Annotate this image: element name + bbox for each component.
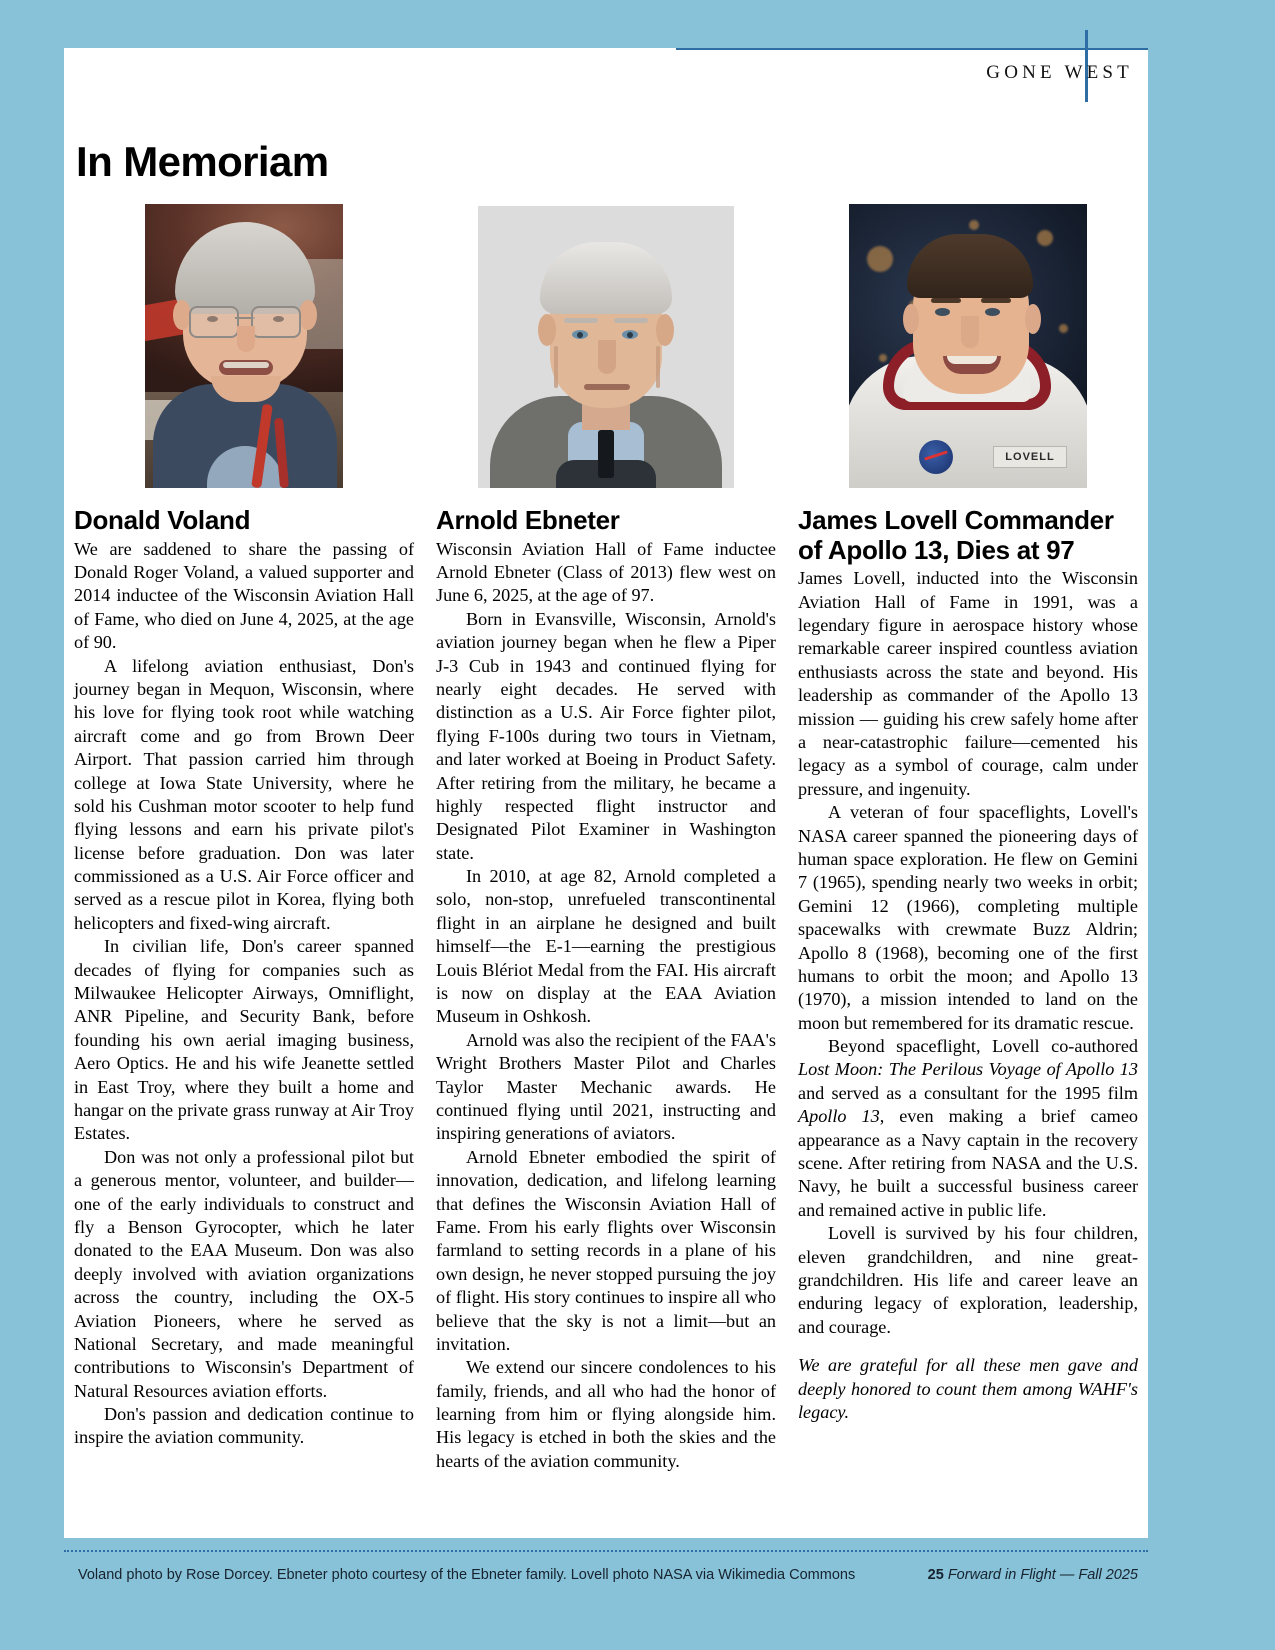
background-star (879, 354, 887, 362)
article-paragraph: In 2010, at age 82, Arnold completed a solo, non-stop, unrefueled transcontinental flight in an airplane he designed and built himself—the E-1—earning the prestigious Louis Blériot Medal from the FAI. His aircraft is now on display at the EAA Aviation Museum in Oshkosh. (436, 866, 776, 1027)
hair (540, 242, 672, 314)
background-star (1037, 230, 1053, 246)
nasa-insignia-icon (919, 440, 953, 474)
folio (928, 1567, 1148, 1583)
lovell-portrait (849, 204, 1087, 488)
background-star (867, 246, 893, 272)
eye-right (985, 308, 1000, 316)
publication-name: Forward in Flight — Fall 2025 (947, 1567, 1138, 1583)
article-paragraph: Don's passion and dedication continue to inspire the aviation community. (74, 1404, 414, 1448)
mouth (584, 384, 630, 390)
article-body-lovell (798, 567, 1138, 1424)
nose (598, 340, 616, 374)
teeth (223, 362, 269, 368)
teeth (947, 356, 997, 364)
running-head-rule (676, 48, 1148, 50)
article-paragraph: In civilian life, Don's career spanned decades of flying for companies such as Milwaukee Helicopter Airways, Omniflight, ANR Pipeline, and Security Bank, before founding his own aerial imaging business, Aero Optics. He and his wife Jeanette settled in East Troy, where they built a home and hangar on the private grass runway at Air Troy Estates. (74, 936, 414, 1144)
hair (907, 234, 1033, 298)
article-paragraph: Lovell is survived by his four children, eleven grandchildren, and nine great-grandchildren. His life and career leave an enduring legacy of exploration, leadership, and courage. (798, 1223, 1138, 1337)
photo-credit-line: Voland photo by Rose Dorcey. Ebneter photo courtesy of the Ebneter family. Lovell photo NASA via Wikimedia Commons (78, 1567, 856, 1583)
lens-left (189, 306, 239, 338)
cheek-left (554, 346, 558, 388)
ear-right (656, 314, 674, 346)
article-paragraph: A lifelong aviation enthusiast, Don's journey began in Mequon, Wisconsin, where his love for flying took root while watching aircraft come and go from Brown Deer Airport. That passion carried him through college at Iowa State University, where he sold his Cushman motor scooter to help fund flying lessons and earn his private pilot's license before graduation. Don was later commissioned as a U.S. Air Force officer and served as a rescue pilot in Korea, flying both helicopters and fixed-wing aircraft. (74, 655, 414, 933)
eye-left (572, 330, 588, 339)
page-number: 25 (927, 1567, 944, 1583)
article-body-ebneter (436, 538, 776, 1474)
article-columns (74, 200, 1138, 1473)
article-paragraph: Beyond spaceflight, Lovell co-authored Lost Moon: The Perilous Voyage of Apollo 13 and served as a consultant for the 1995 film Apollo 13, even making a brief cameo appearance as a Navy captain in the recovery scene. After retiring from NASA and the U.S. Navy, he built a successful business career and remained active in public life. (798, 1036, 1138, 1220)
column-voland (74, 200, 414, 1473)
article-paragraph: James Lovell, inducted into the Wisconsin Aviation Hall of Fame in 1991, was a legendary figure in aerospace history whose remarkable career inspired countless aviation enthusiasts across the state and beyond. His leadership as commander of the Apollo 13 mission — guiding his crew safely home after a near-catastrophic failure—cemented his legacy as a symbol of courage, calm under pressure, and ingenuity. (798, 568, 1138, 799)
nose (237, 326, 255, 352)
background-star (1059, 324, 1068, 333)
ear-right (1025, 304, 1041, 334)
article-paragraph: Born in Evansville, Wisconsin, Arnold's aviation journey began when he flew a Piper J-3 Cub in 1943 and continued flying for nearly eight decades. He served with distinction as a U.S. Air Force fighter pilot, flying F-100s during two tours in Vietnam, and later worked at Boeing in Product Safety. After retiring from the military, he became a highly respected flight instructor and Designated Pilot Examiner in Washington state. (436, 608, 776, 863)
page-title: In Memoriam (76, 138, 329, 185)
hair (175, 222, 315, 314)
article-paragraph: We extend our sincere condolences to his family, friends, and all who had the honor of learning from him or flying alongside him. His legacy is etched in both the skies and the hearts of the aviation community. (436, 1357, 776, 1471)
page-footer (64, 1550, 1148, 1598)
ear-right (299, 300, 317, 330)
ear-left (903, 304, 919, 334)
cheek-right (656, 346, 660, 388)
page-sheet (64, 48, 1148, 1538)
photo-slot-ebneter (436, 200, 776, 488)
article-paragraph: Wisconsin Aviation Hall of Fame inductee Arnold Ebneter (Class of 2013) flew west on June 6, 2025, at the age of 97. (436, 538, 776, 606)
eyebrow-left (564, 318, 598, 323)
photo-slot-voland (74, 200, 414, 488)
column-ebneter (436, 200, 776, 1473)
article-paragraph: Arnold Ebneter embodied the spirit of innovation, dedication, and lifelong learning that defines the Wisconsin Aviation Hall of Fame. From his early flights over Wisconsin farmland to setting records in a plane of his own design, he never stopped pursuing the joy of flight. His story continues to inspire all who believe that the sky is not a limit—but an invitation. (436, 1146, 776, 1354)
article-paragraph: A veteran of four spaceflights, Lovell's NASA career spanned the pioneering days of human space exploration. He flew on Gemini 7 (1965), spending nearly two weeks in orbit; Gemini 12 (1966), completing multiple spacewalks with crewmate Buzz Aldrin; Apollo 8 (1968), becoming one of the first humans to orbit the moon; and Apollo 13 (1970), a mission intended to land on the moon but remembered for its dramatic rescue. (798, 802, 1138, 1033)
eye-right (622, 330, 638, 339)
headline-lovell: James Lovell Commander of Apollo 13, Dies at 97 (798, 505, 1114, 565)
background-star (969, 220, 979, 230)
column-lovell (798, 200, 1138, 1473)
necktie (598, 430, 614, 478)
ear-left (538, 314, 556, 346)
headline-voland: Donald Voland (74, 505, 251, 535)
nose (961, 316, 979, 348)
eyebrow-right (981, 298, 1011, 303)
eyebrow-left (931, 298, 961, 303)
headline-ebneter: Arnold Ebneter (436, 505, 620, 535)
photo-slot-lovell (798, 200, 1138, 488)
suit-nametag: LOVELL (993, 446, 1067, 468)
ebneter-portrait (478, 206, 734, 488)
eye-left (935, 308, 950, 316)
article-paragraph: Don was not only a professional pilot but a generous mentor, volunteer, and builder—one of the early individuals to construct and fly a Benson Gyrocopter, which he later donated to the EAA Museum. Don was also deeply involved with aviation organizations across the country, including the OX-5 Aviation Pioneers, where he served as National Secretary, and made meaningful contributions to Wisconsin's Department of Natural Resources aviation efforts. (74, 1146, 414, 1401)
eyebrow-right (614, 318, 648, 323)
article-body-voland (74, 538, 414, 1450)
article-paragraph: Arnold was also the recipient of the FAA's Wright Brothers Master Pilot and Charles Taylor Master Mechanic awards. He continued flying until 2021, instructing and inspiring generations of aviators. (436, 1029, 776, 1144)
running-head-label: GONE WEST (986, 62, 1133, 83)
voland-portrait (145, 204, 343, 488)
article-paragraph: We are saddened to share the passing of Donald Roger Voland, a valued supporter and 2014 inductee of the Wisconsin Aviation Hall of Fame, who died on June 4, 2025, at the age of 90. (74, 538, 414, 653)
lens-right (251, 306, 301, 338)
article-closing-note: We are grateful for all these men gave and deeply honored to count them among WAHF's legacy. (798, 1355, 1138, 1422)
running-head (64, 48, 1148, 116)
